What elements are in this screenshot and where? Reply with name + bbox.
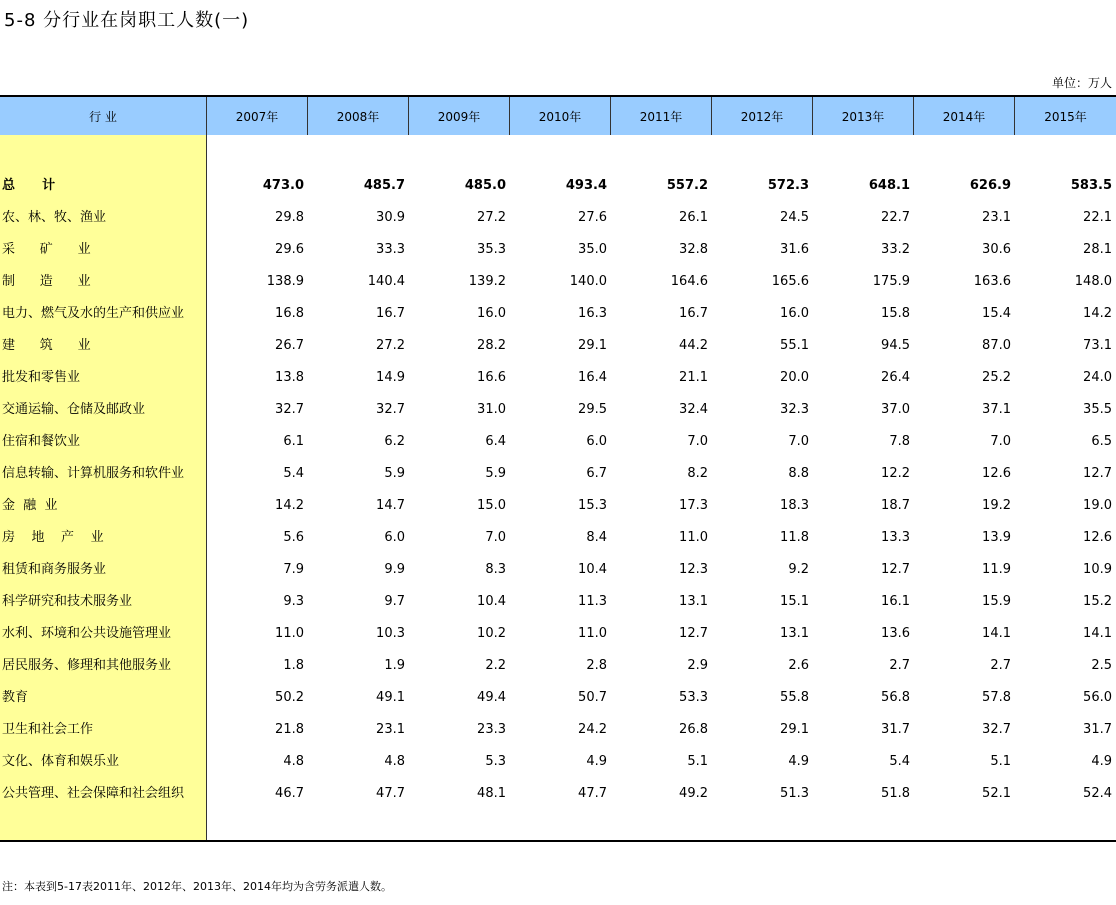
cell-value: 16.8 <box>275 306 304 321</box>
cell-value: 51.8 <box>881 786 910 801</box>
cell-value: 13.1 <box>780 626 809 641</box>
cell-value: 9.3 <box>283 594 304 609</box>
cell-value: 10.2 <box>477 626 506 641</box>
cell-value: 16.7 <box>679 306 708 321</box>
cell-value: 29.6 <box>275 242 304 257</box>
cell-value: 31.7 <box>881 722 910 737</box>
cell-value: 583.5 <box>1070 178 1112 193</box>
cell-value: 10.3 <box>376 626 405 641</box>
cell-value: 55.1 <box>780 338 809 353</box>
cell-value: 87.0 <box>982 338 1011 353</box>
cell-value: 5.9 <box>485 466 506 481</box>
cell-value: 26.7 <box>275 338 304 353</box>
cell-value: 32.7 <box>275 402 304 417</box>
cell-value: 14.2 <box>1083 306 1112 321</box>
cell-value: 52.4 <box>1083 786 1112 801</box>
cell-value: 2.7 <box>889 658 910 673</box>
cell-value: 11.0 <box>578 626 607 641</box>
cell-value: 37.0 <box>881 402 910 417</box>
cell-value: 5.4 <box>283 466 304 481</box>
table-row <box>0 778 1116 810</box>
cell-value: 29.8 <box>275 210 304 225</box>
cell-value: 7.0 <box>687 434 708 449</box>
cell-value: 6.4 <box>485 434 506 449</box>
row-label: 教育 <box>2 690 29 705</box>
cell-value: 16.0 <box>477 306 506 321</box>
cell-value: 16.7 <box>376 306 405 321</box>
cell-value: 31.6 <box>780 242 809 257</box>
cell-value: 12.7 <box>881 562 910 577</box>
cell-value: 11.0 <box>275 626 304 641</box>
cell-value: 12.6 <box>1083 530 1112 545</box>
row-label: 电力、燃气及水的生产和供应业 <box>2 306 185 321</box>
cell-value: 46.7 <box>275 786 304 801</box>
cell-value: 6.0 <box>384 530 405 545</box>
cell-value: 626.9 <box>969 178 1011 193</box>
cell-value: 493.4 <box>565 178 607 193</box>
cell-value: 57.8 <box>982 690 1011 705</box>
table-row <box>0 618 1116 650</box>
cell-value: 15.8 <box>881 306 910 321</box>
table-row <box>0 554 1116 586</box>
table-row <box>0 426 1116 458</box>
cell-value: 16.0 <box>780 306 809 321</box>
cell-value: 10.4 <box>578 562 607 577</box>
row-label: 居民服务、修理和其他服务业 <box>2 658 172 673</box>
cell-value: 485.7 <box>363 178 405 193</box>
cell-value: 24.0 <box>1083 370 1112 385</box>
table-row <box>0 234 1116 266</box>
cell-value: 163.6 <box>973 274 1011 289</box>
cell-value: 32.7 <box>376 402 405 417</box>
header-year: 2011年 <box>611 97 712 135</box>
row-label: 农、林、牧、渔业 <box>2 210 107 225</box>
cell-value: 24.5 <box>780 210 809 225</box>
cell-value: 175.9 <box>872 274 910 289</box>
table-row <box>0 394 1116 426</box>
cell-value: 165.6 <box>771 274 809 289</box>
cell-value: 140.4 <box>367 274 405 289</box>
cell-value: 35.3 <box>477 242 506 257</box>
cell-value: 9.7 <box>384 594 405 609</box>
table-row <box>0 714 1116 746</box>
cell-value: 7.8 <box>889 434 910 449</box>
cell-value: 26.1 <box>679 210 708 225</box>
table-row <box>0 458 1116 490</box>
cell-value: 15.3 <box>578 498 607 513</box>
cell-value: 50.7 <box>578 690 607 705</box>
cell-value: 5.6 <box>283 530 304 545</box>
cell-value: 20.0 <box>780 370 809 385</box>
table-row <box>0 746 1116 778</box>
cell-value: 28.1 <box>1083 242 1112 257</box>
cell-value: 7.0 <box>485 530 506 545</box>
cell-value: 30.9 <box>376 210 405 225</box>
row-label: 租赁和商务服务业 <box>2 562 107 577</box>
cell-value: 8.3 <box>485 562 506 577</box>
cell-value: 139.2 <box>468 274 506 289</box>
cell-value: 13.3 <box>881 530 910 545</box>
row-label: 文化、体育和娱乐业 <box>2 754 120 769</box>
cell-value: 14.1 <box>1083 626 1112 641</box>
cell-value: 11.8 <box>780 530 809 545</box>
cell-value: 53.3 <box>679 690 708 705</box>
cell-value: 31.7 <box>1083 722 1112 737</box>
cell-value: 485.0 <box>464 178 506 193</box>
cell-value: 13.9 <box>982 530 1011 545</box>
table-row <box>0 522 1116 554</box>
table-row <box>0 266 1116 298</box>
cell-value: 32.4 <box>679 402 708 417</box>
table-row <box>0 650 1116 682</box>
row-label: 采 矿 业 <box>2 242 91 257</box>
data-table <box>0 95 1116 841</box>
cell-value: 7.0 <box>788 434 809 449</box>
cell-value: 5.1 <box>990 754 1011 769</box>
cell-value: 14.2 <box>275 498 304 513</box>
cell-value: 2.8 <box>586 658 607 673</box>
cell-value: 10.9 <box>1083 562 1112 577</box>
cell-value: 9.9 <box>384 562 405 577</box>
table-row <box>0 330 1116 362</box>
cell-value: 48.1 <box>477 786 506 801</box>
cell-value: 15.2 <box>1083 594 1112 609</box>
cell-value: 15.4 <box>982 306 1011 321</box>
header-year: 2008年 <box>308 97 409 135</box>
cell-value: 23.3 <box>477 722 506 737</box>
cell-value: 6.2 <box>384 434 405 449</box>
cell-value: 7.9 <box>283 562 304 577</box>
table-title: 5-8 分行业在岗职工人数(一) <box>4 10 250 31</box>
cell-value: 8.4 <box>586 530 607 545</box>
cell-value: 26.4 <box>881 370 910 385</box>
cell-value: 8.8 <box>788 466 809 481</box>
cell-value: 49.2 <box>679 786 708 801</box>
cell-value: 35.0 <box>578 242 607 257</box>
cell-value: 16.1 <box>881 594 910 609</box>
header-year: 2007年 <box>207 97 308 135</box>
row-label: 交通运输、仓储及邮政业 <box>2 402 146 417</box>
cell-value: 51.3 <box>780 786 809 801</box>
cell-value: 29.5 <box>578 402 607 417</box>
cell-value: 26.8 <box>679 722 708 737</box>
cell-value: 47.7 <box>376 786 405 801</box>
cell-value: 21.8 <box>275 722 304 737</box>
cell-value: 18.3 <box>780 498 809 513</box>
row-label: 科学研究和技术服务业 <box>2 594 133 609</box>
cell-value: 12.2 <box>881 466 910 481</box>
cell-value: 15.0 <box>477 498 506 513</box>
cell-value: 6.0 <box>586 434 607 449</box>
cell-value: 6.1 <box>283 434 304 449</box>
cell-value: 2.5 <box>1091 658 1112 673</box>
cell-value: 11.0 <box>679 530 708 545</box>
cell-value: 32.7 <box>982 722 1011 737</box>
table-row <box>0 490 1116 522</box>
cell-value: 14.7 <box>376 498 405 513</box>
cell-value: 5.1 <box>687 754 708 769</box>
table-row <box>0 682 1116 714</box>
table-row <box>0 170 1116 202</box>
cell-value: 21.1 <box>679 370 708 385</box>
cell-value: 140.0 <box>569 274 607 289</box>
table-row <box>0 202 1116 234</box>
cell-value: 2.6 <box>788 658 809 673</box>
cell-value: 6.7 <box>586 466 607 481</box>
header-year: 2014年 <box>914 97 1015 135</box>
cell-value: 164.6 <box>670 274 708 289</box>
cell-value: 44.2 <box>679 338 708 353</box>
cell-value: 29.1 <box>780 722 809 737</box>
cell-value: 49.4 <box>477 690 506 705</box>
cell-value: 22.1 <box>1083 210 1112 225</box>
cell-value: 4.8 <box>283 754 304 769</box>
cell-value: 49.1 <box>376 690 405 705</box>
cell-value: 15.9 <box>982 594 1011 609</box>
cell-value: 22.7 <box>881 210 910 225</box>
cell-value: 1.9 <box>384 658 405 673</box>
cell-value: 9.2 <box>788 562 809 577</box>
cell-value: 4.9 <box>788 754 809 769</box>
cell-value: 473.0 <box>262 178 304 193</box>
cell-value: 10.4 <box>477 594 506 609</box>
cell-value: 557.2 <box>666 178 708 193</box>
cell-value: 1.8 <box>283 658 304 673</box>
cell-value: 7.0 <box>990 434 1011 449</box>
cell-value: 19.0 <box>1083 498 1112 513</box>
row-label: 信息转输、计算机服务和软件业 <box>2 466 185 481</box>
cell-value: 14.9 <box>376 370 405 385</box>
cell-value: 16.6 <box>477 370 506 385</box>
table-bottom-rule <box>0 840 1116 842</box>
row-label: 水利、环境和公共设施管理业 <box>2 626 172 641</box>
cell-value: 32.3 <box>780 402 809 417</box>
row-label: 制 造 业 <box>2 274 91 289</box>
cell-value: 12.7 <box>679 626 708 641</box>
cell-value: 31.0 <box>477 402 506 417</box>
row-label: 批发和零售业 <box>2 370 81 385</box>
cell-value: 73.1 <box>1083 338 1112 353</box>
cell-value: 13.1 <box>679 594 708 609</box>
cell-value: 13.8 <box>275 370 304 385</box>
cell-value: 12.7 <box>1083 466 1112 481</box>
row-label: 房 地 产 业 <box>2 530 104 545</box>
cell-value: 16.3 <box>578 306 607 321</box>
cell-value: 56.0 <box>1083 690 1112 705</box>
row-label: 金 融 业 <box>2 498 58 513</box>
header-year: 2009年 <box>409 97 510 135</box>
cell-value: 4.9 <box>586 754 607 769</box>
header-year: 2010年 <box>510 97 611 135</box>
cell-value: 25.2 <box>982 370 1011 385</box>
cell-value: 56.8 <box>881 690 910 705</box>
cell-value: 2.7 <box>990 658 1011 673</box>
cell-value: 5.4 <box>889 754 910 769</box>
cell-value: 50.2 <box>275 690 304 705</box>
cell-value: 27.2 <box>477 210 506 225</box>
cell-value: 23.1 <box>982 210 1011 225</box>
cell-value: 16.4 <box>578 370 607 385</box>
cell-value: 55.8 <box>780 690 809 705</box>
cell-value: 648.1 <box>868 178 910 193</box>
cell-value: 572.3 <box>767 178 809 193</box>
row-label: 公共管理、社会保障和社会组织 <box>2 786 185 801</box>
cell-value: 23.1 <box>376 722 405 737</box>
cell-value: 33.2 <box>881 242 910 257</box>
cell-value: 11.3 <box>578 594 607 609</box>
cell-value: 27.6 <box>578 210 607 225</box>
table-row <box>0 298 1116 330</box>
cell-value: 52.1 <box>982 786 1011 801</box>
cell-value: 18.7 <box>881 498 910 513</box>
cell-value: 11.9 <box>982 562 1011 577</box>
cell-value: 8.2 <box>687 466 708 481</box>
cell-value: 14.1 <box>982 626 1011 641</box>
cell-value: 12.3 <box>679 562 708 577</box>
cell-value: 24.2 <box>578 722 607 737</box>
unit-label: 单位：万人 <box>1051 76 1112 90</box>
cell-value: 15.1 <box>780 594 809 609</box>
cell-value: 33.3 <box>376 242 405 257</box>
cell-value: 5.3 <box>485 754 506 769</box>
cell-value: 4.8 <box>384 754 405 769</box>
cell-value: 27.2 <box>376 338 405 353</box>
cell-value: 6.5 <box>1091 434 1112 449</box>
cell-value: 148.0 <box>1074 274 1112 289</box>
cell-value: 37.1 <box>982 402 1011 417</box>
cell-value: 13.6 <box>881 626 910 641</box>
table-header <box>0 95 1116 135</box>
table-row <box>0 586 1116 618</box>
cell-value: 28.2 <box>477 338 506 353</box>
table-row <box>0 362 1116 394</box>
row-label: 建 筑 业 <box>2 338 91 353</box>
cell-value: 2.2 <box>485 658 506 673</box>
cell-value: 138.9 <box>266 274 304 289</box>
cell-value: 32.8 <box>679 242 708 257</box>
header-year: 2013年 <box>813 97 914 135</box>
row-label: 住宿和餐饮业 <box>2 434 81 449</box>
header-industry: 行 业 <box>0 97 207 135</box>
cell-value: 17.3 <box>679 498 708 513</box>
cell-value: 4.9 <box>1091 754 1112 769</box>
footnote: 注：本表到5-17表2011年、2012年、2013年、2014年均为含劳务派遣人数。 <box>2 880 392 893</box>
cell-value: 12.6 <box>982 466 1011 481</box>
cell-value: 94.5 <box>881 338 910 353</box>
cell-value: 30.6 <box>982 242 1011 257</box>
row-label: 总 计 <box>2 178 56 193</box>
row-label: 卫生和社会工作 <box>2 722 94 737</box>
cell-value: 19.2 <box>982 498 1011 513</box>
cell-value: 47.7 <box>578 786 607 801</box>
cell-value: 2.9 <box>687 658 708 673</box>
cell-value: 29.1 <box>578 338 607 353</box>
cell-value: 35.5 <box>1083 402 1112 417</box>
cell-value: 5.9 <box>384 466 405 481</box>
header-year: 2015年 <box>1044 110 1087 124</box>
header-year: 2012年 <box>712 97 813 135</box>
